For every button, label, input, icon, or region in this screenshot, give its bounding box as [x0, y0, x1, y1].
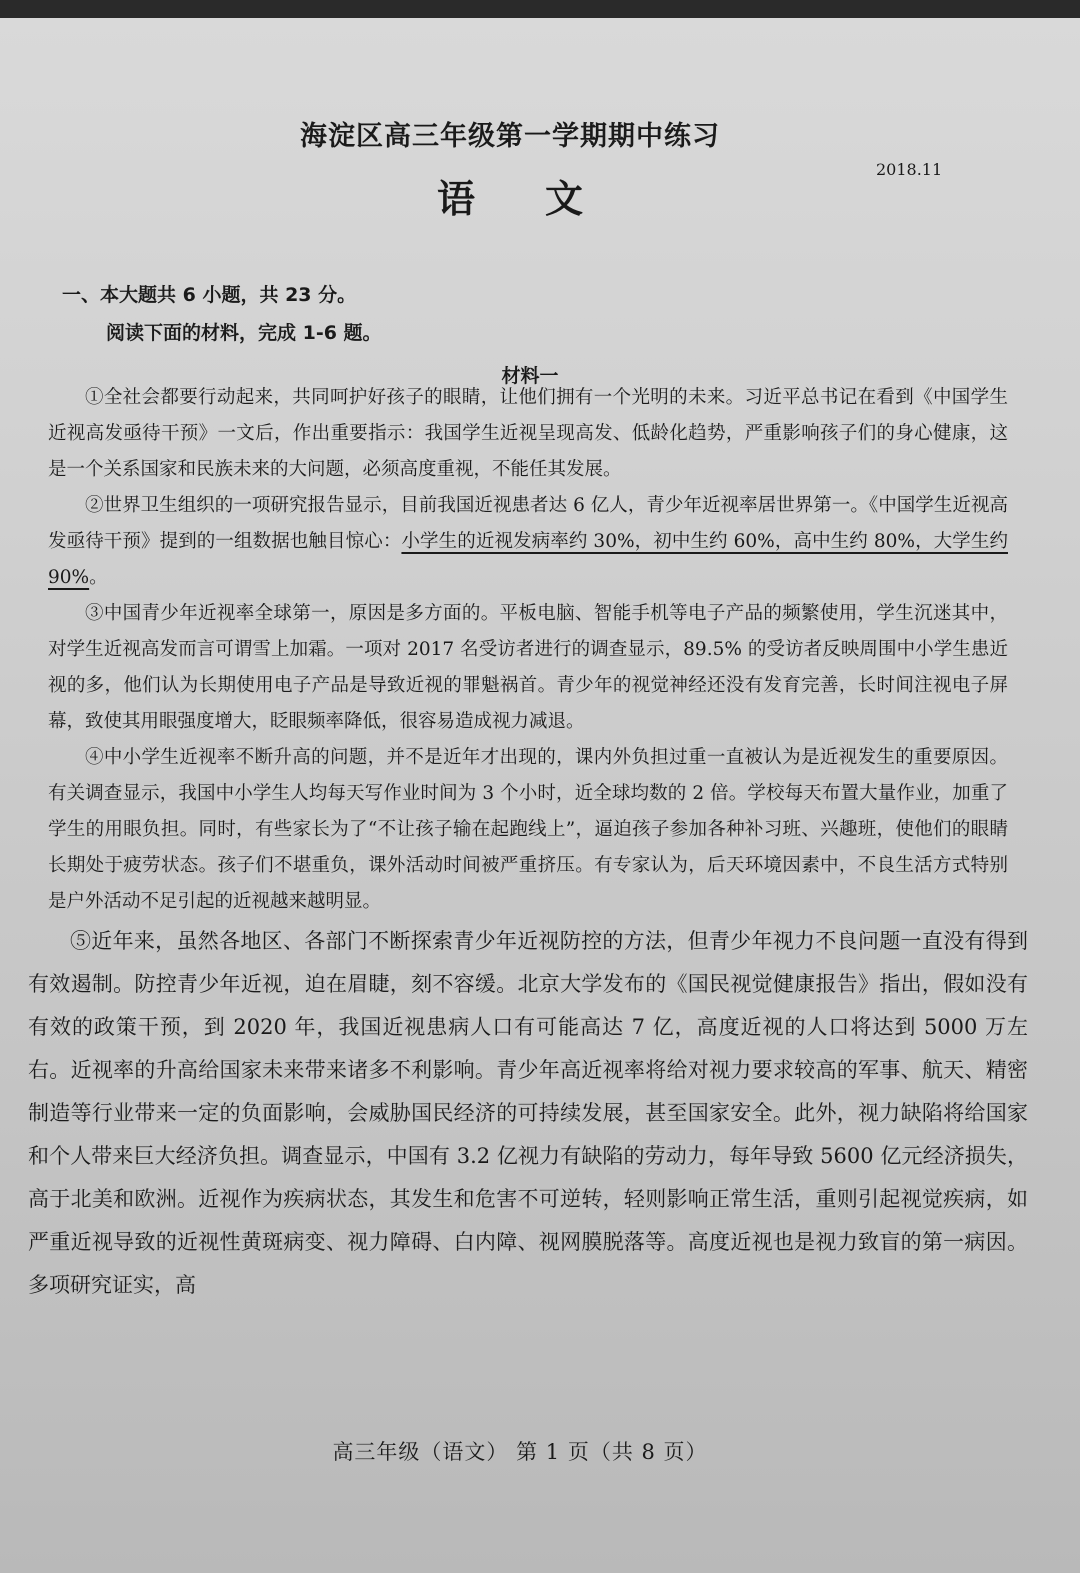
- paragraph-2-end: 。: [89, 567, 108, 588]
- paragraph-3: ③中国青少年近视率全球第一，原因是多方面的。平板电脑、智能手机等电子产品的频繁使用，学生沉迷其中，对学生近视高发而言可谓雪上加霜。一项对 2017 名受访者进行的调查显示，89.5% 的受访者反映周围中小学生患近视的多，他们认为长期使用电子产品是导致近视的罪魁祸首。青少年的视觉神经还没有发育完善，长时间注视电子屏幕，致使其用眼强度增大，眨眼频率降低，很容易造成视力减退。: [48, 603, 1008, 732]
- exam-date: 2018.11: [876, 160, 943, 179]
- material-body: [28, 380, 1028, 1307]
- subject-title: 语文: [436, 176, 653, 221]
- paragraph-1: ①全社会都要行动起来，共同呵护好孩子的眼睛，让他们拥有一个光明的未来。习近平总书记在看到《中国学生近视高发亟待干预》一文后，作出重要指示：我国学生近视呈现高发、低龄化趋势，严重影响孩子们的身心健康，这是一个关系国家和民族未来的大问题，必须高度重视，不能任其发展。: [48, 387, 1008, 480]
- paragraph-4: ④中小学生近视率不断升高的问题，并不是近年才出现的，课内外负担过重一直被认为是近视发生的重要原因。有关调查显示，我国中小学生人均每天写作业时间为 3 个小时，近全球均数的 2 倍。学校每天布置大量作业，加重了学生的用眼负担。同时，有些家长为了“不让孩子输在起跑线上”，逼迫孩子参加各种补习班、兴趣班，使他们的眼睛长期处于疲劳状态。孩子们不堪重负，课外活动时间被严重挤压。有专家认为，后天环境因素中，不良生活方式特别是户外活动不足引起的近视越来越明显。: [48, 747, 1008, 912]
- exam-paper-sheet: [0, 18, 1080, 1573]
- page-footer: 高三年级（语文） 第 1 页（共 8 页）: [332, 1440, 708, 1464]
- section-instruction: 阅读下面的材料，完成 1-6 题。: [106, 322, 382, 344]
- section-heading: 一、本大题共 6 小题，共 23 分。: [62, 284, 357, 306]
- exam-title: 海淀区高三年级第一学期期中练习: [300, 121, 720, 152]
- material-heading: 材料一: [501, 365, 559, 387]
- paragraph-2-text: ②世界卫生组织的一项研究报告显示，目前我国近视患者达 6 亿人，青少年近视率居世界第一。《中国学生近视高发亟待干预》提到的一组数据也触目惊心：: [48, 495, 1008, 552]
- paragraph-2: [28, 488, 1008, 596]
- underlined-statistics: 小学生的近视发病率约 30%，初中生约 60%，高中生约 80%，大学生约 90%: [48, 531, 1008, 588]
- paragraph-5: ⑤近年来，虽然各地区、各部门不断探索青少年近视防控的方法，但青少年视力不良问题一直没有得到有效遏制。防控青少年近视，迫在眉睫，刻不容缓。北京大学发布的《国民视觉健康报告》指出，假如没有有效的政策干预，到 2020 年，我国近视患病人口有可能高达 7 亿，高度近视的人口将达到 5000 万左右。近视率的升高给国家未来带来诸多不利影响。青少年高近视率将给对视力要求较高的军事、航天、精密制造等行业带来一定的负面影响，会威胁国民经济的可持续发展，甚至国家安全。此外，视力缺陷将给国家和个人带来巨大经济负担。调查显示，中国有 3.2 亿视力有缺陷的劳动力，每年导致 5600 亿元经济损失，高于北美和欧洲。近视作为疾病状态，其发生和危害不可逆转，轻则影响正常生活，重则引起视觉疾病，如严重近视导致的近视性黄斑病变、视力障碍、白内障、视网膜脱落等。高度近视也是视力致盲的第一病因。多项研究证实，高: [28, 929, 1028, 1297]
